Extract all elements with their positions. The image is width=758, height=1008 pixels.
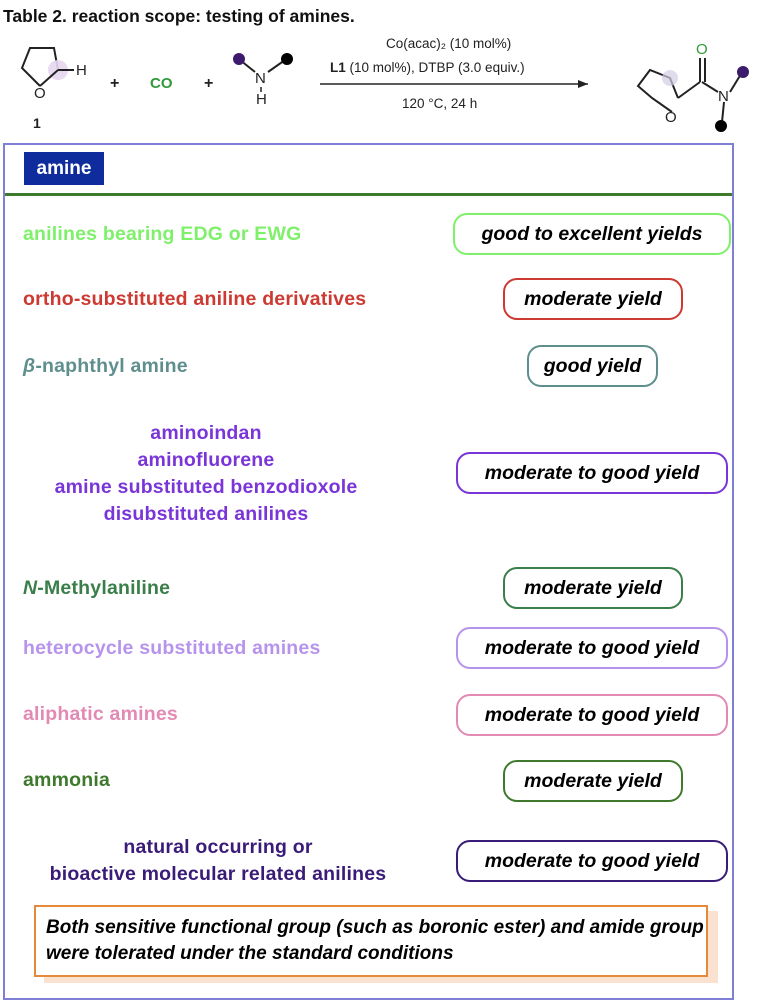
- result-pill-aliphatic-amines: moderate to good yield: [456, 694, 728, 736]
- row-label-heterocycle-amines: heterocycle substituted amines: [23, 637, 321, 659]
- methylaniline-text: -Methylaniline: [37, 577, 171, 599]
- label-aminoindan: aminoindan: [150, 422, 262, 444]
- row-label-naphthyl-amine: [23, 355, 188, 378]
- header-divider: [5, 193, 732, 196]
- label-aminofluorene: aminofluorene: [137, 449, 275, 471]
- row-label-anilines-edg-ewg: anilines bearing EDG or EWG: [23, 223, 302, 245]
- o-atom-reactant: O: [34, 85, 46, 102]
- beta-symbol: β: [23, 355, 36, 377]
- result-pill-ammonia: moderate yield: [503, 760, 683, 802]
- n-atom-amine: N: [255, 70, 266, 87]
- table-title: Table 2. reaction scope: testing of amines.: [3, 6, 355, 26]
- plus-sign-2: +: [204, 75, 214, 92]
- co-reagent: CO: [150, 75, 173, 92]
- row-label-n-methylaniline: [23, 577, 170, 600]
- label-benzodioxole: amine substituted benzodioxole: [54, 476, 358, 498]
- result-pill-n-methylaniline: moderate yield: [503, 567, 683, 609]
- compound-number: 1: [33, 115, 41, 131]
- row-label-aliphatic-amines: aliphatic amines: [23, 703, 178, 725]
- row-label-ortho-substituted: ortho-substituted aniline derivatives: [23, 288, 367, 310]
- condition-ligand-oxidant: L1 (10 mol%), DTBP (3.0 equiv.): [330, 60, 525, 75]
- naphthyl-amine-text: -naphthyl amine: [35, 355, 188, 377]
- result-pill-ortho-substituted: moderate yield: [503, 278, 683, 320]
- label-disubstituted-anilines: disubstituted anilines: [103, 503, 309, 525]
- result-pill-aminoindan-group: moderate to good yield: [456, 452, 728, 494]
- o-atom-carbonyl: O: [696, 41, 708, 58]
- condition-catalyst: Co(acac)₂ (10 mol%): [386, 36, 512, 51]
- row-label-natural-anilines: [0, 834, 436, 888]
- n-atom-product: N: [718, 88, 729, 105]
- result-pill-naphthyl-amine: good yield: [527, 345, 658, 387]
- result-pill-natural-anilines: moderate to good yield: [456, 840, 728, 882]
- h-atom-reactant: H: [76, 62, 87, 79]
- label-bioactive-anilines: bioactive molecular related anilines: [49, 863, 387, 885]
- n-italic: N: [23, 577, 38, 599]
- o-atom-product-ring: O: [665, 109, 677, 126]
- amine-column-header: amine: [24, 152, 104, 185]
- label-natural-occurring: natural occurring or: [123, 836, 313, 858]
- condition-temperature-time: 120 °C, 24 h: [402, 96, 478, 111]
- result-pill-heterocycle-amines: moderate to good yield: [456, 627, 728, 669]
- row-label-ammonia: ammonia: [23, 769, 111, 791]
- reaction-scheme-drawing: [0, 26, 758, 142]
- tolerance-note: Both sensitive functional group (such as boronic ester) and amide group were tolerated under the standard conditions: [34, 905, 708, 977]
- reaction-scheme: [0, 26, 758, 142]
- h-atom-amine: H: [256, 91, 267, 108]
- result-pill-anilines-edg-ewg: good to excellent yields: [453, 213, 731, 255]
- row-label-aminoindan-group: [0, 420, 412, 528]
- plus-sign-1: +: [110, 75, 120, 92]
